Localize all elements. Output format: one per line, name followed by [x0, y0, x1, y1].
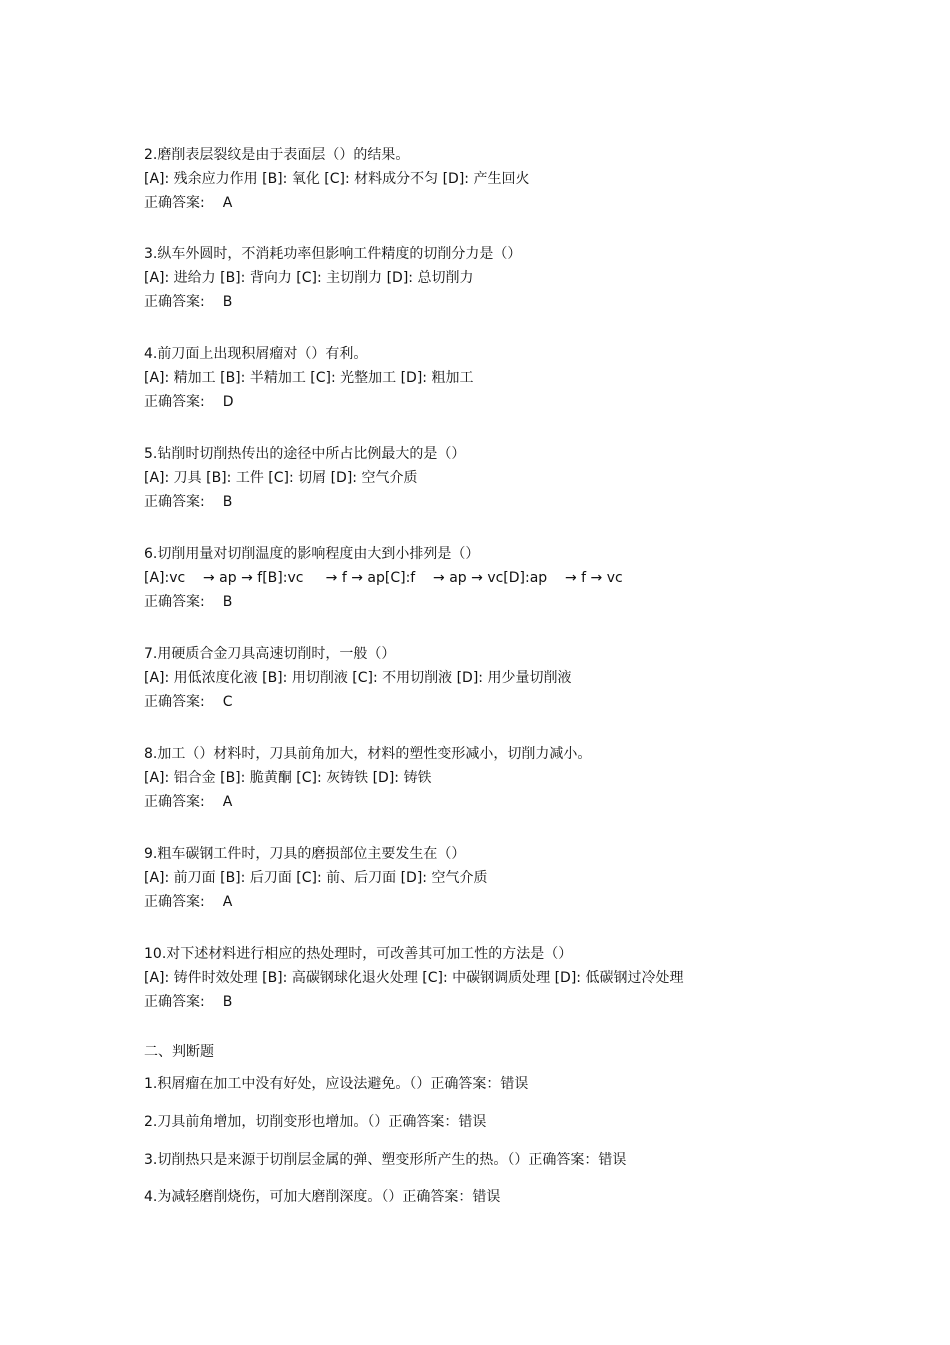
answer-label: 正确答案:: [144, 494, 205, 510]
question-stem: 8.加工（）材料时，刀具前角加大，材料的塑性变形减小，切削力减小。: [144, 746, 592, 762]
answer-line: [144, 790, 904, 814]
question-options: [A]: 刀具 [B]: 工件 [C]: 切屑 [D]: 空气介质: [144, 470, 418, 486]
answer-label: 正确答案:: [144, 994, 205, 1010]
tf-item-1: 1.积屑瘤在加工中没有好处，应设法避免。（）正确答案：错误: [144, 1076, 529, 1092]
answer-line: [144, 890, 904, 914]
answer-line: [144, 990, 904, 1014]
question-options: [A]: 进给力 [B]: 背向力 [C]: 主切削力 [D]: 总切削力: [144, 270, 474, 286]
section-title-true-false: 二、判断题: [144, 1044, 214, 1060]
question-options: [A]:vc → ap → f[B]:vc → f → ap[C]:f → ap → vc[D]:ap → f → vc: [144, 570, 623, 586]
question-stem: 5.钻削时切削热传出的途径中所占比例最大的是（）: [144, 446, 466, 462]
answer-value: B: [222, 594, 233, 610]
question-stem: 10.对下述材料进行相应的热处理时，可改善其可加工性的方法是（）: [144, 946, 573, 962]
answer-value: B: [222, 994, 233, 1010]
question-8: [144, 742, 904, 814]
answer-value: B: [222, 494, 233, 510]
question-stem: 7.用硬质合金刀具高速切削时，一般（）: [144, 646, 396, 662]
question-7: [144, 642, 904, 714]
answer-value: A: [222, 894, 233, 910]
question-options: [A]: 铸件时效处理 [B]: 高碳钢球化退火处理 [C]: 中碳钢调质处理 [D]: 低碳钢过冷处理: [144, 970, 684, 986]
question-5: [144, 442, 904, 514]
question-stem: 3.纵车外圆时，不消耗功率但影响工件精度的切削分力是（）: [144, 246, 522, 262]
answer-label: 正确答案:: [144, 594, 205, 610]
question-options: [A]: 残余应力作用 [B]: 氧化 [C]: 材料成分不匀 [D]: 产生回火: [144, 171, 530, 187]
question-stem: 2.磨削表层裂纹是由于表面层（）的结果。: [144, 147, 410, 163]
answer-line: [144, 590, 904, 614]
answer-value: A: [222, 794, 233, 810]
question-options: [A]: 精加工 [B]: 半精加工 [C]: 光整加工 [D]: 粗加工: [144, 370, 474, 386]
question-2: [144, 143, 904, 215]
answer-label: 正确答案:: [144, 794, 205, 810]
tf-item-3: 3.切削热只是来源于切削层金属的弹、塑变形所产生的热。（）正确答案：错误: [144, 1152, 627, 1168]
answer-line: [144, 690, 904, 714]
tf-item-2: 2.刀具前角增加，切削变形也增加。（）正确答案：错误: [144, 1114, 487, 1130]
answer-value: C: [222, 694, 233, 710]
answer-label: 正确答案:: [144, 694, 205, 710]
question-6: [144, 542, 904, 614]
answer-line: [144, 490, 904, 514]
question-10: [144, 942, 904, 1014]
question-options: [A]: 铝合金 [B]: 脆黄酮 [C]: 灰铸铁 [D]: 铸铁: [144, 770, 432, 786]
answer-value: B: [222, 294, 233, 310]
answer-line: [144, 290, 904, 314]
question-options: [A]: 用低浓度化液 [B]: 用切削液 [C]: 不用切削液 [D]: 用少量切削液: [144, 670, 572, 686]
answer-label: 正确答案:: [144, 294, 205, 310]
question-stem: 6.切削用量对切削温度的影响程度由大到小排列是（）: [144, 546, 480, 562]
question-9: [144, 842, 904, 914]
answer-line: [144, 390, 904, 414]
answer-label: 正确答案:: [144, 394, 205, 410]
question-options: [A]: 前刀面 [B]: 后刀面 [C]: 前、后刀面 [D]: 空气介质: [144, 870, 488, 886]
question-4: [144, 342, 904, 414]
question-3: [144, 242, 904, 314]
answer-value: D: [222, 394, 234, 410]
question-stem: 4.前刀面上出现积屑瘤对（）有利。: [144, 346, 368, 362]
tf-item-4: 4.为减轻磨削烧伤，可加大磨削深度。（）正确答案：错误: [144, 1189, 501, 1205]
answer-line: [144, 191, 904, 215]
question-stem: 9.粗车碳钢工件时，刀具的磨损部位主要发生在（）: [144, 846, 466, 862]
answer-label: 正确答案:: [144, 894, 205, 910]
answer-label: 正确答案:: [144, 195, 205, 211]
answer-value: A: [222, 195, 233, 211]
